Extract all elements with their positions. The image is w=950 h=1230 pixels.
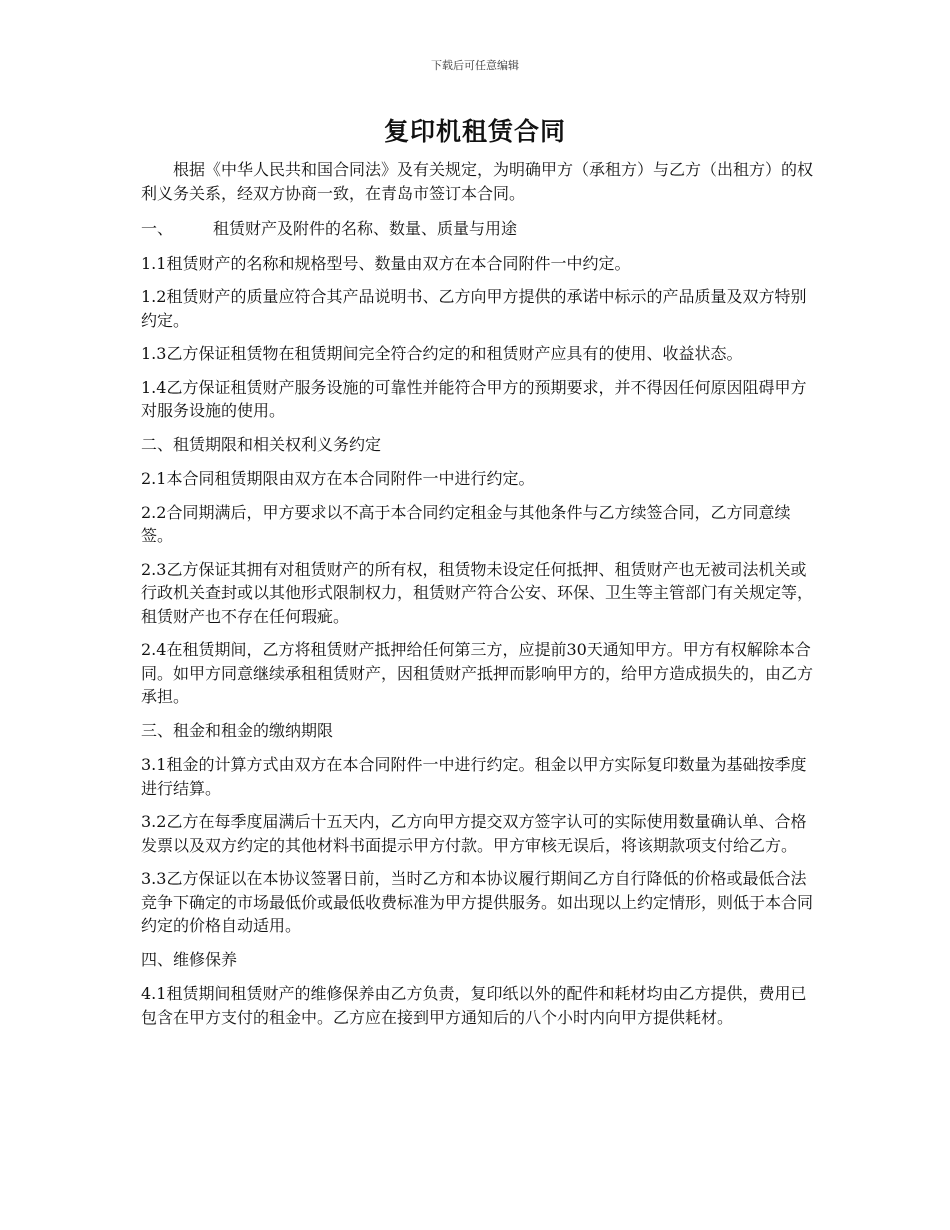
clause-paragraph: 2.4在租赁期间，乙方将租赁财产抵押给任何第三方，应提前30天通知甲方。甲方有权解除本合同。如甲方同意继续承租租赁财产，因租赁财产抵押而影响甲方的，给甲方造成损失的，由乙方承担。	[141, 640, 814, 706]
clause-paragraph: 2.3乙方保证其拥有对租赁财产的所有权，租赁物未设定任何抵押、租赁财产也无被司法机关或行政机关查封或以其他形式限制权力，租赁财产符合公安、环保、卫生等主管部门有关规定等，租赁财产也不存在任何瑕疵。	[141, 559, 814, 626]
clause-paragraph: 3.1租金的计算方式由双方在本合同附件一中进行约定。租金以甲方实际复印数量为基础按季度进行结算。	[141, 755, 807, 798]
clause-paragraph: 1.4乙方保证租赁财产服务设施的可靠性并能符合甲方的预期要求，并不得因任何原因阻碍甲方对服务设施的使用。	[141, 377, 807, 420]
header-note: 下载后可任意编辑	[431, 59, 519, 72]
clause-paragraph: 1.2租赁财产的质量应符合其产品说明书、乙方向甲方提供的承诺中标示的产品质量及双方特别约定。	[141, 287, 807, 330]
clause-paragraph: 3.3乙方保证以在本协议签署日前，当时乙方和本协议履行期间乙方自行降低的价格或最低合法竞争下确定的市场最低价或最低收费标准为甲方提供服务。如出现以上约定情形，则低于本合同约定的价格自动适用。	[141, 869, 814, 935]
section-heading: 二、租赁期限和相关权利义务约定	[141, 434, 382, 454]
clause-paragraph: 1.3乙方保证租赁物在租赁期间完全符合约定的和租赁财产应具有的使用、收益状态。	[141, 344, 743, 363]
section-title: 租赁财产及附件的名称、数量、质量与用途	[213, 219, 518, 238]
document-body	[141, 158, 821, 1039]
clause-paragraph: 2.2合同期满后，甲方要求以不高于本合同约定租金与其他条件与乙方续签合同，乙方同意续签。	[141, 502, 791, 545]
document-title: 复印机租赁合同	[383, 117, 566, 146]
section-heading	[141, 217, 821, 241]
clause-paragraph: 4.1租赁期间租赁财产的维修保养由乙方负责，复印纸以外的配件和耗材均由乙方提供，费用已包含在甲方支付的租金中。乙方应在接到甲方通知后的八个小时内向甲方提供耗材。	[141, 984, 807, 1027]
clause-paragraph: 3.2乙方在每季度届满后十五天内，乙方向甲方提交双方签字认可的实际使用数量确认单、合格发票以及双方约定的其他材料书面提示甲方付款。甲方审核无误后，将该期款项支付给乙方。	[141, 812, 807, 855]
intro-paragraph: 根据《中华人民共和国合同法》及有关规定，为明确甲方（承租方）与乙方（出租方）的权利义务关系，经双方协商一致，在青岛市签订本合同。	[141, 160, 814, 203]
section-heading: 三、租金和租金的缴纳期限	[141, 720, 334, 740]
section-number: 一、	[141, 219, 174, 238]
clause-paragraph: 2.1本合同租赁期限由双方在本合同附件一中进行约定。	[141, 469, 535, 488]
section-heading: 四、维修保养	[141, 949, 238, 969]
clause-paragraph: 1.1租赁财产的名称和规格型号、数量由双方在本合同附件一中约定。	[141, 253, 631, 273]
